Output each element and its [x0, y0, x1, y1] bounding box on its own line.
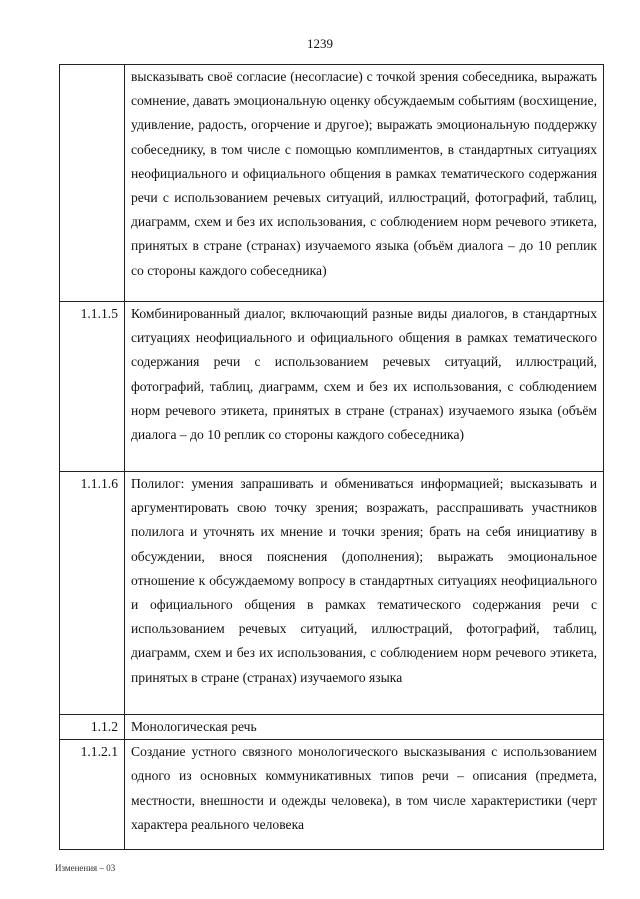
table-row — [60, 65, 604, 302]
row-number: 1.1.1.5 — [60, 302, 125, 472]
content-table — [59, 64, 604, 850]
table-row — [60, 472, 604, 715]
row-number: 1.1.1.6 — [60, 472, 125, 715]
row-text: Комбинированный диалог, включающий разные виды диалогов, в стандартных ситуациях неофициального и официального общения в рамках тематического содержания речи с использованием речевых ситуаций, иллюстраций, фотографий, таблиц, диаграмм, схем и без их использования, с соблюдением норм речевого этикета, принятых в стране (странах) изучаемого языка (объём диалога – до 10 реплик со стороны каждого собеседника) — [125, 302, 604, 472]
table-row — [60, 740, 604, 850]
table-row — [60, 302, 604, 472]
row-number: 1.1.2 — [60, 715, 125, 740]
row-number — [60, 65, 125, 302]
row-text: Монологическая речь — [125, 715, 604, 740]
row-number: 1.1.2.1 — [60, 740, 125, 850]
page-number: 1239 — [307, 36, 333, 51]
row-text: Полилог: умения запрашивать и обмениваться информацией; высказывать и аргументировать свою точку зрения; возражать, расспрашивать участников полилога и уточнять их мнение и точки зрения; брать на себя инициативу в обсуждении, внося пояснения (дополнения); выражать эмоциональное отношение к обсуждаемому вопросу в стандартных ситуациях неофициального и официального общения в рамках тематического содержания речи с использованием речевых ситуаций, иллюстраций, фотографий, таблиц, диаграмм, схем и без их использования, с соблюдением норм речевого этикета, принятых в стране (странах) изучаемого языка — [125, 472, 604, 715]
row-text: высказывать своё согласие (несогласие) с точкой зрения собеседника, выражать сомнение, давать эмоциональную оценку обсуждаемым событиям (восхищение, удивление, радость, огорчение и другое); выражать эмоциональную поддержку собеседнику, в том числе с помощью комплиментов, в стандартных ситуациях неофициального и официального общения в рамках тематического содержания речи с использованием речевых ситуаций, иллюстраций, фотографий, таблиц, диаграмм, схем и без их использования, с соблюдением норм речевого этикета, принятых в стране (странах) изучаемого языка (объём диалога – до 10 реплик со стороны каждого собеседника) — [125, 65, 604, 302]
table-row — [60, 715, 604, 740]
row-text: Создание устного связного монологического высказывания с использованием одного из основных коммуникативных типов речи – описания (предмета, местности, внешности и одежды человека), в том числе характеристики (черт характера реального человека — [125, 740, 604, 850]
footer-note: Изменения – 03 — [55, 863, 116, 873]
